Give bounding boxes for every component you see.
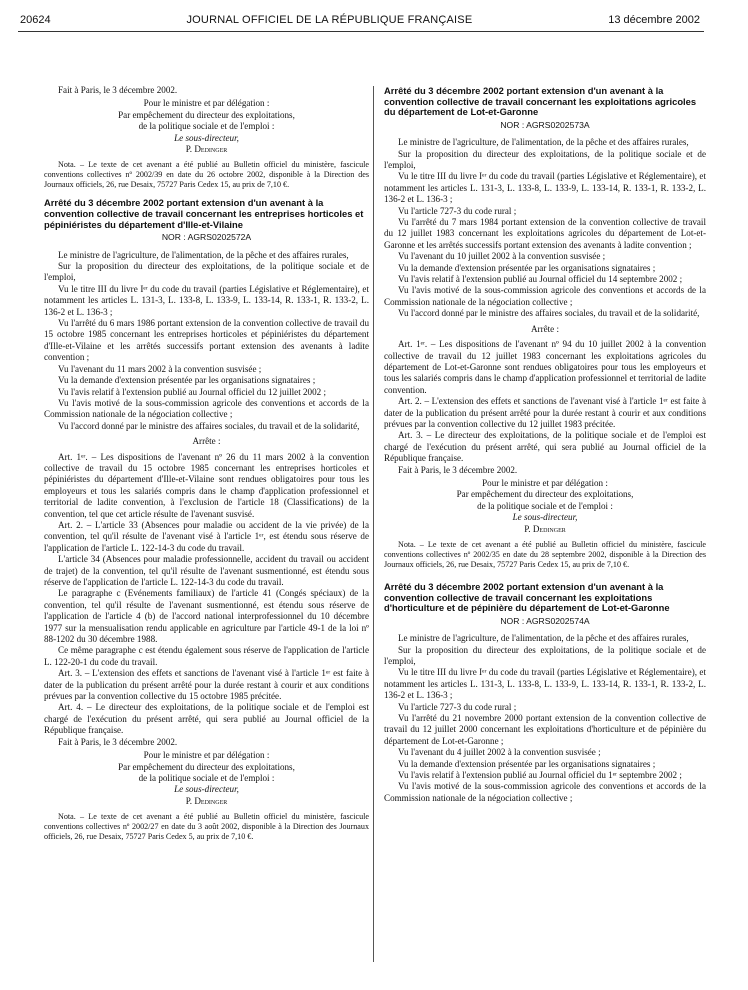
paragraph: Le paragraphe c (Evénements familiaux) de l'article 41 (Congés spéciaux) de la convention, tel qu'il résulte de l'avenant susmentionné, est étendu sous réserve de l'application de l'article 4 (b) de l'accord national interprofessionnel du 10 décembre 1977 sur la mensualisation rendu applicable en agriculture par l'article 49-1 de la loi nº 88-1202 du 30 décembre 1988. [44,588,369,645]
signature-line: Par empêchement du directeur des exploitations, [118,761,295,772]
right-column [384,86,706,804]
paragraph: Sur la proposition du directeur des exploitations, de la politique sociale et de l'emploi, [44,261,369,283]
nor-reference: NOR : AGRS0202574A [500,615,590,626]
page-header [20,12,700,28]
article: Art. 1ᵉʳ. – Les dispositions de l'avenant nº 26 du 11 mars 2002 à la convention collective de travail du 15 octobre 1985 concernant les entreprises horticoles et pépiniéristes du département d'Ille-et-Vilaine sont rendues obligatoires pour tous les employeurs et tous les salariés compris dans le champ d'application professionnel et territorial de ladite convention, à l'exclusion de l'article 18 (Classifications) de la convention, tel que cet article résulte de l'avenant susvisé. [44,451,369,519]
nota: Nota. – Le texte de cet avenant a été publié au Bulletin officiel du ministère, fascicule conventions collectives nº 2002/35 en date du 28 septembre 2002, disponible à la Direction des Journaux officiels, 26, rue Desaix, 75727 Paris Cedex 15, au prix de 7,10 €. [384,540,706,569]
nota: Nota. – Le texte de cet avenant a été publié au Bulletin officiel du ministère, fascicule conventions collectives nº 2002/39 en date du 26 octobre 2002, disponible à la Direction des Journaux officiels, 26, rue Desaix, 75727 Paris Cedex 15, au prix de 7,10 €. [44,160,369,190]
signing-place: Fait à Paris, le 3 décembre 2002. [58,85,178,95]
article: Art. 2. – L'article 33 (Absences pour maladie ou accident de la vie privée) de la convention, tel qu'il résulte de l'avenant visé à l'article 1ᵉʳ, est étendu sous réserve de l'application de l'article L. 122-14-3 du code du travail. [44,519,369,553]
article: Art. 3. – L'extension des effets et sanctions de l'avenant visé à l'article 1ᵉʳ est faite à dater de la publication du présent arrêté pour la durée restant à courir et aux conditions prévues par la convention collective du 15 octobre 1985 précitée. [44,668,369,702]
paragraph: Le ministre de l'agriculture, de l'alimentation, de la pêche et des affaires rurales, [398,633,689,644]
paragraph: Le ministre de l'agriculture, de l'alimentation, de la pêche et des affaires rurales, [398,137,689,148]
paragraph: Vu l'avenant du 10 juillet 2002 à la convention susvisée ; [398,251,606,262]
paragraph: Vu l'avis motivé de la sous-commission agricole des conventions et accords de la Commission nationale de la négociation collective ; [384,285,706,307]
decree-title: Arrêté du 3 décembre 2002 portant extension d'un avenant à la convention collective de travail concernant les entreprises horticoles et pépiniéristes du département d'Ille-et-Vilaine [44,197,364,230]
decree-title: Arrêté du 3 décembre 2002 portant extension d'un avenant à la convention collective de travail concernant les exploitations d'horticulture et de pépinière du département de Lot-et-Garonne [384,581,670,614]
arrete-heading: Arrête : [530,323,560,334]
signature-name: P. Dedinger [185,144,228,155]
signature-name: P. Dedinger [185,795,228,806]
paragraph: Vu l'accord donné par le ministre des affaires sociales, du travail et de la solidarité, [398,308,700,319]
paragraph: Vu le titre III du livre Iᵉʳ du code du travail (parties Législative et Réglementaire), et notamment les articles L. 131-3, L. 133-8, L. 133-9, L. 133-14, R. 133-1, R. 133-2, L. 136-2 et L. 136-3 ; [384,667,706,701]
article: Art. 1ᵉʳ. – Les dispositions de l'avenant nº 94 du 10 juillet 2002 à la convention collective de travail du 12 juillet 1983 concernant les exploitations agricoles du département de Lot-et-Garonne sont rendues obligatoires pour tous les employeurs et tous les salariés compris dans le champ d'application professionnel et territorial de ladite convention. [384,339,706,395]
paragraph: Vu l'arrêté du 7 mars 1984 portant extension de la convention collective de travail du 12 juillet 1983 concernant les exploitations agricoles du département de Lot-et-Garonne et les arrêtés successifs portant extension des avenants à ladite convention ; [384,217,706,250]
decree-title: Arrêté du 3 décembre 2002 portant extension d'un avenant à la convention collective de travail concernant les exploitations agricoles du département de Lot-et-Garonne [384,85,697,118]
signing-place: Fait à Paris, le 3 décembre 2002. [58,736,178,747]
paragraph: Vu le titre III du livre Iᵉʳ du code du travail (parties Législative et Réglementaire), et notamment les articles L. 131-3, L. 133-8, L. 133-9, L. 133-14, R. 133-1, R. 133-2, L. 136-2 et L. 136-3 ; [384,171,706,205]
column-divider [373,86,374,962]
paragraph: Vu le titre III du livre Iᵉʳ du code du travail (parties Législative et Réglementaire), et notamment les articles L. 131-3, L. 133-8, L. 133-9, L. 133-14, R. 133-1, R. 133-2, L. 136-2 et L. 136-3 ; [44,283,369,317]
arrete-heading: Arrête : [192,436,221,447]
nota: Nota. – Le texte de cet avenant a été publié au Bulletin officiel du ministère, fascicule conventions collectives nº 2002/27 en date du 3 août 2002, disponible à la Direction des Journaux officiels, 26, rue Desaix, 75727 Paris Cedex 5, au prix de 7,10 €. [44,812,369,842]
paragraph: Vu la demande d'extension présentée par les organisations signataires ; [398,262,656,273]
signature-line: Par empêchement du directeur des exploitations, [456,489,634,500]
paragraph: Vu l'avis relatif à l'extension publié au Journal officiel du 14 septembre 2002 ; [398,274,683,285]
paragraph: Vu l'avis motivé de la sous-commission agricole des conventions et accords de la Commission nationale de la négociation collective ; [384,781,706,803]
journal-title: JOURNAL OFFICIEL DE LA RÉPUBLIQUE FRANÇAISE [186,14,473,26]
paragraph: Sur la proposition du directeur des exploitations, de la politique sociale et de l'emploi, [384,148,706,170]
signature-line: Pour le ministre et par délégation : [143,750,270,761]
paragraph: Vu l'avis relatif à l'extension publié au Journal officiel du 1ᵉʳ septembre 2002 ; [398,770,682,781]
paragraph: Vu l'article 727-3 du code rural ; [398,701,517,712]
signature-line: Pour le ministre et par délégation : [143,98,270,109]
paragraph: L'article 34 (Absences pour maladie professionnelle, accident du travail ou accident de trajet) de la convention, tel qu'il résulte de l'avenant susmentionné, est étendu sous réserve de l'application de l'article L. 122-14-3 du code du travail. [44,554,369,587]
signature-line: Pour le ministre et par délégation : [482,477,608,488]
nor-reference: NOR : AGRS0202573A [500,119,590,130]
signature-line: Par empêchement du directeur des exploitations, [118,109,295,120]
paragraph: Vu l'avenant du 4 juillet 2002 à la convention susvisée ; [398,747,601,758]
paragraph: Sur la proposition du directeur des exploitations, de la politique sociale et de l'emploi, [384,644,706,666]
article: Art. 3. – Le directeur des exploitations, de la politique sociale et de l'emploi est chargé de l'exécution du présent arrêté, qui sera publié au Journal officiel de la République française. [384,430,706,464]
signature-role: Le sous-directeur, [174,132,239,143]
header-rule [18,31,704,32]
left-column [44,85,369,842]
signature-line: de la politique sociale et de l'emploi : [138,121,275,132]
paragraph: Vu l'arrêté du 21 novembre 2000 portant extension de la convention collective de travail du 12 juillet 2000 concernant les exploitations d'horticulture et de pépinière du département de Lot-et-Garonne ; [384,713,706,746]
paragraph: Vu la demande d'extension présentée par les organisations signataires ; [398,758,656,769]
signing-place: Fait à Paris, le 3 décembre 2002. [398,464,518,475]
nor-reference: NOR : AGRS0202572A [161,232,252,243]
signature-role: Le sous-directeur, [512,512,578,523]
paragraph: Vu l'avenant du 11 mars 2002 à la convention susvisée ; [58,363,262,374]
paragraph: Vu l'accord donné par le ministre des affaires sociales, du travail et de la solidarité, [58,420,360,431]
signature-line: de la politique sociale et de l'emploi : [477,500,613,511]
paragraph: Vu l'avis relatif à l'extension publié au Journal officiel du 12 juillet 2002 ; [58,386,326,397]
article: Art. 2. – L'extension des effets et sanctions de l'avenant visé à l'article 1ᵉʳ est faite à dater de la publication du présent arrêté pour la durée restant à courir et aux conditions prévues par la convention collective du 12 juillet 1983 précitée. [384,396,706,429]
signature-role: Le sous-directeur, [174,784,239,795]
signature-line: de la politique sociale et de l'emploi : [138,772,275,783]
paragraph: Vu l'arrêté du 6 mars 1986 portant extension de la convention collective de travail du 15 octobre 1985 concernant les entreprises horticoles et pépiniéristes du département d'Ille-et-Vilaine et les arrêtés successifs portant extension des avenants à ladite convention ; [44,318,369,363]
paragraph: Le ministre de l'agriculture, de l'alimentation, de la pêche et des affaires rurales, [58,249,349,260]
paragraph: Vu la demande d'extension présentée par les organisations signataires ; [58,375,316,386]
paragraph: Vu l'article 727-3 du code rural ; [398,205,517,216]
issue-date: 13 décembre 2002 [608,14,700,26]
page-number: 20624 [20,14,51,26]
signature-name: P. Dedinger [524,523,566,534]
paragraph: Ce même paragraphe c est étendu également sous réserve de l'application de l'article L. 122-20-1 du code du travail. [44,645,369,667]
article: Art. 4. – Le directeur des exploitations, de la politique sociale et de l'emploi est chargé de l'exécution du présent arrêté, qui sera publié au Journal officiel de la République française. [44,702,369,736]
paragraph: Vu l'avis motivé de la sous-commission agricole des conventions et accords de la Commission nationale de la négociation collective ; [44,397,369,420]
